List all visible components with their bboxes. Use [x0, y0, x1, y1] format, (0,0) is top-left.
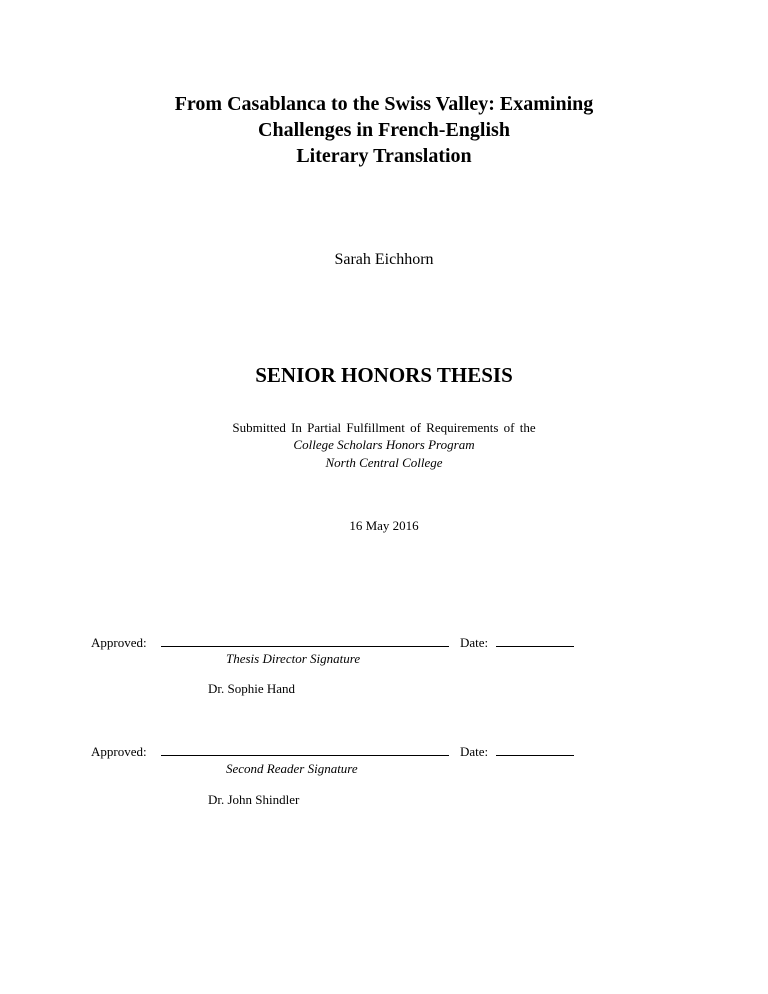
- title-line-1: From Casablanca to the Swiss Valley: Examining: [174, 93, 594, 115]
- title-line-2: Challenges in French-English: [258, 119, 510, 141]
- date-label: Date:: [460, 744, 489, 759]
- approval-row-2: [91, 743, 574, 760]
- date-label: Date:: [460, 635, 489, 650]
- signer-name: Dr. Sophie Hand: [208, 681, 296, 696]
- institution-name: North Central College: [325, 455, 443, 470]
- approval-row-1: [91, 634, 574, 651]
- signature-role-caption: Thesis Director Signature: [226, 651, 361, 666]
- approved-label: Approved:: [91, 635, 147, 650]
- approved-label: Approved:: [91, 744, 147, 759]
- signature-line: [161, 634, 449, 647]
- signature-role-caption: Second Reader Signature: [226, 761, 358, 776]
- date-line: [496, 634, 574, 647]
- signer-name: Dr. John Shindler: [208, 792, 300, 807]
- date-line: [496, 743, 574, 756]
- signature-line: [161, 743, 449, 756]
- author-name: Sarah Eichhorn: [334, 251, 434, 268]
- submission-statement: Submitted In Partial Fulfillment of Requirements of the: [232, 420, 536, 435]
- thesis-type-heading: SENIOR HONORS THESIS: [255, 363, 513, 387]
- submission-date: 16 May 2016: [349, 518, 419, 533]
- title-line-3: Literary Translation: [296, 145, 472, 167]
- program-name: College Scholars Honors Program: [293, 437, 475, 452]
